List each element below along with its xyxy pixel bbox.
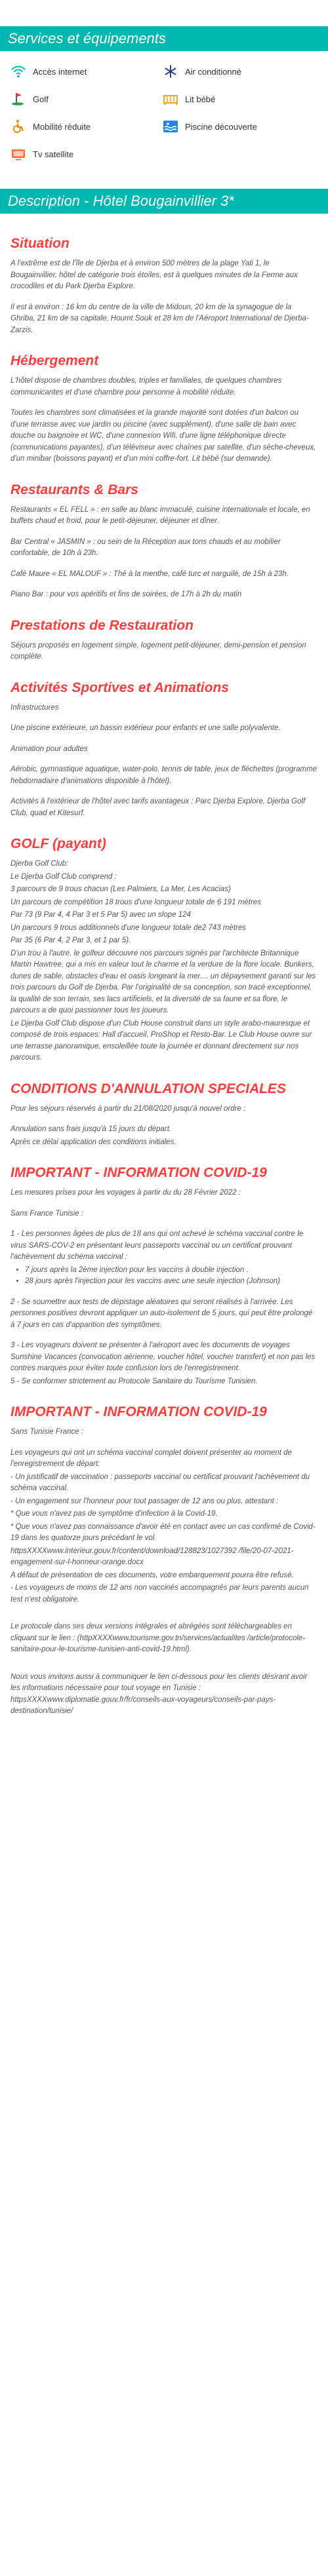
- service-item: [163, 63, 315, 80]
- description-content: [0, 236, 328, 1718]
- golf-line: Par 73 (9 Par 4, 4 Par 3 et 5 Par 5) avec un slope 124: [10, 911, 191, 919]
- service-label: Piscine découverte: [185, 121, 257, 132]
- service-label: Air conditionné: [185, 66, 241, 77]
- paragraph: Après ce délai application des conditions initiales.: [10, 1138, 176, 1146]
- golf-line: Le Djerba Golf Club dispose d'un Club House construit dans un style arabo-mauresque et composé de trois espaces: Hall d'accueil, ProShop et Resto-Bar. Le Club House ouvre sur une terrasse panoramique, ensoleillée toute la journée et donnant directement sur nos parcours.: [10, 1019, 312, 1062]
- tv-icon: [10, 147, 26, 161]
- baby-bed-icon: [163, 92, 178, 106]
- paragraph: Activités à l'extérieur de l'hôtel avec tarifs avantageux : Parc Djerba Explore, Djerba Golf Club, quad et Kitesurf.: [10, 798, 306, 817]
- wifi-icon: [10, 64, 26, 79]
- service-label: Mobilité réduite: [33, 121, 91, 132]
- covid-line: * Que vous n'avez pas connaissance d'avoir été en contact avec un cas confirmé de Covid-19 dans les quatorze jours précédant le vol.: [10, 1522, 316, 1542]
- golf-line: Djerba Golf Club:: [10, 860, 69, 868]
- paragraph: Il est à environ : 16 km du centre de la ville de Midoun, 20 km de la synagogue de la Ghriba, 21 km de sa capitale, Houmt Souk et 28 km de l'Aéroport International de Djerba-Zarzis.: [10, 303, 309, 334]
- paragraph: Café Maure « EL MALOUF » : Thé à la menthe, café turc et narguilé, de 15h à 23h.: [10, 569, 289, 578]
- paragraph: Sans Tunisie France :: [10, 1428, 84, 1436]
- golf-line: 3 parcours de 9 trous chacun (Les Palmiers, La Mer, Les Acacias): [10, 885, 231, 893]
- covid-line: Les voyageurs qui ont un schéma vaccinal complet doivent présenter au moment de l'enregistrement de départ:: [10, 1448, 292, 1468]
- covid-line: - Les voyageurs de moins de 12 ans non vaccinés accompagnés par leurs parents aucun test n'est obligatoire.: [10, 1584, 309, 1604]
- paragraph: Sans France Tunisie :: [10, 1209, 84, 1218]
- covid-line: - Un engagement sur l'honneur pour tout passager de 12 ans ou plus, attestant :: [10, 1497, 279, 1505]
- paragraph: 5 - Se conformer strictement au Protocole Sanitaire du Tourisme Tunisien.: [10, 1377, 258, 1385]
- paragraph: Piano Bar : pour vos apéritifs et fins de soirées, de 17h à 2h du matin: [10, 590, 242, 598]
- section-heading-covid: IMPORTANT - INFORMATION COVID-19: [10, 1404, 267, 1419]
- paragraph: Les mesures prises pour les voyages à partir du du 28 Février 2022 :: [10, 1189, 241, 1197]
- covid-line: A défaut de présentation de ces documents, votre embarquement pourra être refusé.: [10, 1571, 294, 1579]
- section-heading-conditions: CONDITIONS D'ANNULATION SPECIALES: [10, 1081, 286, 1096]
- section-heading-covid: IMPORTANT - INFORMATION COVID-19: [10, 1165, 267, 1180]
- covid-line: - Un justificatif de vaccination : passeports vaccinal ou certificat prouvant l'achèvement du schéma vaccinal.: [10, 1472, 310, 1492]
- service-label: Accès internet: [33, 66, 87, 77]
- paragraph: Restaurants « EL FELL » : en salle au blanc immaculé, cuisine internationale et locale, en buffets chaud et froid, pour le petit-déjeuner, déjeuner et dîner.: [10, 505, 310, 525]
- paragraph: 2 - Se soumettre aux tests de dépistage aléatoires qui seront réalisés à l'arrivée. Les personnes positives devront appliquer un auto-isolement de 5 jours, qui peut être prolongé à 7 jours en cas d'apparition des symptômes.: [10, 1298, 313, 1329]
- golf-icon: [10, 92, 26, 106]
- paragraph: Toutes les chambres sont climatisées et la grande majorité sont dotées d'un balcon ou d'une terrasse avec vue jardin ou piscine (avec supplément), d'une salle de bain avec douche ou baignoire et WC, d'une connexion Wifi, d'une ligne téléphonique directe (communications payantes), d'un téléviseur avec chaînes par satellite, d'un sèche-cheveux, d'un minibar (boissons payant) et d'un mini coffre-fort. Lit bébé (sur demande).: [10, 409, 316, 463]
- golf-line: Un parcours 9 trous additionnels d'une longueur totale de2 743 mètres: [10, 923, 246, 932]
- service-item: [10, 118, 163, 135]
- paragraph: 3 - Les voyageurs doivent se présenter à l'aéroport avec les documents de voyages Sunshine Vacances (convocation aérienne, voucher hôtel, voucher transfert) et non pas les contres marques pour éviter toute confusion lors de l'enregistrement.: [10, 1341, 316, 1372]
- paragraph: Aérobic, gymnastique aquatique, water-polo, tennis de table, jeux de fléchettes (programme hebdomadaire d'animations disponible à l'hôtel).: [10, 765, 318, 785]
- section-heading-restaurants: Restaurants & Bars: [10, 482, 138, 497]
- services-title: Services et équipements: [8, 30, 166, 47]
- golf-line: Un parcours de compétition 18 trous d'une longueur totale de 6 191 mètres: [10, 898, 261, 906]
- golf-line: Le Djerba Golf Club comprend :: [10, 872, 117, 881]
- paragraph: Bar Central « JASMIN » : ou sein de la Réception aux tons chauds et au mobilier confortable, de 10h à 23h.: [10, 537, 281, 557]
- section-heading-situation: Situation: [10, 236, 70, 251]
- service-label: Lit bébé: [185, 94, 216, 104]
- paragraph: Le protocole dans ses deux versions intégrales et abrégées sont téléchargeables en cliquant sur le lien : (httpXXXXwww.tourisme.gov.tn/services/actualites /article/protocole-sanitaire-pour-le-tourisme-tunisien-anti-covid-19.html).: [10, 1623, 306, 1653]
- description-title: Description - Hôtel Bougainvillier 3*: [8, 193, 234, 209]
- section-heading-hebergement: Hébergement: [10, 353, 99, 368]
- golf-line: Par 35 (6 Par 4, 2 Par 3, et 1 par 5).: [10, 936, 131, 944]
- list-item: • 7 jours après la 2ème injection pour les vaccins à double injection .: [25, 1265, 318, 1277]
- paragraph: Infrastructures: [10, 703, 59, 712]
- paragraph: Pour les séjours réservés à partir du 21/08/2020 jusqu'à nouvel ordre :: [10, 1104, 246, 1113]
- service-item: [10, 145, 163, 163]
- pool-icon: [163, 119, 178, 134]
- service-label: Golf: [33, 94, 49, 104]
- list-item: • 28 jours après l'injection pour les vaccins avec une seule injection (Johnson): [25, 1276, 318, 1288]
- wheelchair-icon: [10, 119, 26, 134]
- section-heading-prestations: Prestations de Restauration: [10, 617, 194, 633]
- description-header: [0, 189, 328, 214]
- service-item: [163, 118, 315, 135]
- services-grid: [0, 51, 328, 169]
- paragraph: L'hôtel dispose de chambres doubles, triples et familiales, de quelques chambres communicantes et d'une chambre pour personne à mobilité réduite.: [10, 377, 282, 396]
- paragraph: A l'extrême est de l'île de Djerba et à environ 500 mètres de la plage Yati 1, le Bougainvillier, hôtel de catégorie trois étoiles, est à quelques minutes de la Ferme aux crocodiles et du Park Djerba Explore.: [10, 260, 298, 290]
- service-label: Tv satellite: [33, 149, 74, 159]
- service-item: [10, 90, 163, 107]
- service-item: [163, 90, 315, 107]
- covid-bullet-list: [10, 1265, 318, 1288]
- paragraph: Annulation sans frais jusqu'à 15 jours du départ.: [10, 1125, 172, 1133]
- section-heading-golf: GOLF (payant): [10, 836, 106, 851]
- covid-line: * Que vous n'avez pas de symptôme d'infection à la Covid-19.: [10, 1510, 218, 1518]
- section-heading-activites: Activités Sportives et Animations: [10, 680, 229, 695]
- paragraph: Une piscine extérieure, un bassin extérieur pour enfants et une salle polyvalente.: [10, 724, 281, 732]
- snowflake-icon: [163, 64, 178, 79]
- paragraph: 1 - Les personnes âgées de plus de 18 ans qui ont achevé le schéma vaccinal contre le virus SARS-COV-2 en présentant leurs passeports vaccinal ou un certificat prouvant l'achèvement du schéma vaccinal :: [10, 1230, 304, 1261]
- golf-line: D'un trou à l'autre, le golfeur découvre nos parcours signés par l'architecte Britannique Martin Hawtree, qui a mis en valeur tout le charme et la verdure de la flore locale. Bunkers, dunes de sable, obstacles d'eau et oasis longeant la mer.... un dépaysement garanti sur les trois parcours du Golf de Djerba. Par l'originalité de sa conception, son tracé exceptionnel, la qualité de son terrain, ses lacs artificiels, et la diversité de sa faune et sa flore, le parcours a de quoi passionner tous les joueurs.: [10, 949, 316, 1014]
- paragraph: Séjours proposés en logement simple, logement petit-déjeuner, demi-pension et pension complète.: [10, 641, 306, 661]
- covid-line: httpsXXXXwww.interieur.gouv.fr/content/download/128823/1027392 /file/20-07-2021-engagement-sur-l-honneur-orange.docx: [10, 1547, 294, 1566]
- paragraph: Animation pour adultes: [10, 744, 88, 753]
- services-header: [0, 26, 328, 51]
- service-item: [10, 63, 163, 80]
- paragraph: Nous vous invitons aussi à communiquer le lien ci-dessous pour les clients désirant avoir les informations nécessaire pour tout voyage en Tunisie : httpsXXXXwww.diplomatie.gouv.fr/fr/conseils-aux-voyageurs/conseils-par-pays-destination/tunisie/: [10, 1672, 308, 1715]
